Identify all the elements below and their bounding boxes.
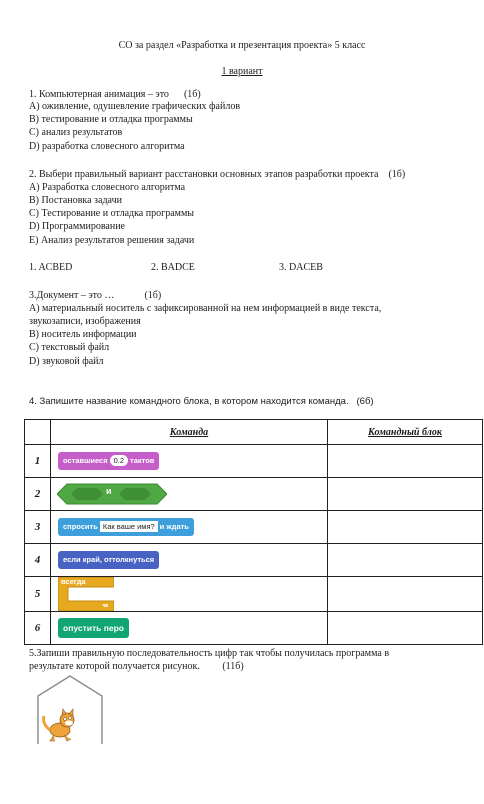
question-5: 5.Запиши правильную последовательность цифр так чтобы получилась программа в (29, 648, 390, 659)
scratch-block-ask: спросить Как ваше имя? и ждать (58, 518, 194, 536)
table-row (25, 612, 483, 645)
row-number: 2 (25, 478, 51, 511)
scratch-block-wait: оставшиеся 0.2 тактов (58, 452, 159, 470)
answer-cell[interactable] (328, 612, 483, 645)
q3-option-a-cont: звукозаписи, изображения (29, 316, 141, 327)
command-cell (51, 612, 328, 645)
q2-answer-1: 1. ACBED (29, 262, 73, 273)
scratch-block-pen-down: опустить перо (58, 618, 129, 638)
table-row (25, 577, 483, 612)
command-cell (51, 478, 328, 511)
question-3: 3.Документ – это … (1б) (29, 290, 162, 301)
q1-option-b: В) тестирование и отладка программы (29, 114, 193, 125)
command-table (24, 419, 483, 645)
cat-sprite (44, 709, 74, 741)
row-number: 3 (25, 511, 51, 544)
command-cell (51, 577, 328, 612)
q2-option-e: Е) Анализ результатов решения задачи (29, 235, 195, 246)
table-header-row (25, 420, 483, 445)
table-row (25, 478, 483, 511)
question-2: 2. Выбери правильный вариант расстановки основных этапов разработки проекта (1б) (29, 169, 406, 180)
header-command: Команда (51, 420, 328, 445)
page-title: СО за раздел «Разработка и презентация проекта» 5 класс (118, 40, 366, 51)
house-with-cat-image (34, 672, 106, 750)
command-cell (51, 511, 328, 544)
answer-cell[interactable] (328, 511, 483, 544)
variant-label: 1 вариант (221, 66, 263, 77)
q2-option-a: А) Разработка словесного алгоритма (29, 182, 186, 193)
house-drawing-figure (34, 672, 106, 750)
answer-cell[interactable] (328, 445, 483, 478)
answer-cell[interactable] (328, 478, 483, 511)
answer-cell[interactable] (328, 577, 483, 612)
row-number: 5 (25, 577, 51, 612)
q3-option-c: С) текстовый файл (29, 342, 110, 353)
row-number: 6 (25, 612, 51, 645)
q2-option-b: В) Постановка задачи (29, 195, 122, 206)
and-label: и (106, 486, 112, 496)
scratch-block-forever (58, 577, 114, 611)
row-number: 4 (25, 544, 51, 577)
answer-cell[interactable] (328, 544, 483, 577)
table-row (25, 445, 483, 478)
table-row (25, 511, 483, 544)
question-5-cont: результате которой получается рисунок. (11б) (29, 661, 244, 672)
q3-option-a: А) материальный носитель с зафиксированной на нем информацией в виде текста, (29, 303, 382, 314)
q2-answer-3: 3. DACEB (279, 262, 323, 273)
q1-option-c: С) анализ результатов (29, 127, 123, 138)
header-block: Командный блок (328, 420, 483, 445)
scratch-block-bounce: если край, оттолкнуться (58, 551, 159, 569)
command-cell (51, 445, 328, 478)
q2-answer-2: 2. BADCE (151, 262, 195, 273)
command-cell (51, 544, 328, 577)
question-1: 1. Компьютерная анимация – это (1б) (29, 89, 201, 100)
header-empty (25, 420, 51, 445)
q2-option-d: D) Программирование (29, 221, 125, 232)
scratch-block-and (57, 483, 167, 505)
question-4: 4. Запишите название командного блока, в котором находится команда. (6б) (29, 396, 374, 407)
q1-option-a: А) оживление, одушевление графических файлов (29, 101, 241, 112)
q1-option-d: D) разработка словесного алгоритма (29, 141, 185, 152)
row-number: 1 (25, 445, 51, 478)
and-block-shape (57, 483, 167, 505)
q2-option-c: С) Тестирование и отладка программы (29, 208, 195, 219)
q3-option-d: D) звуковой файл (29, 356, 104, 367)
forever-label: всегда (61, 577, 86, 586)
q3-option-b: В) носитель информации (29, 329, 137, 340)
table-row (25, 544, 483, 577)
